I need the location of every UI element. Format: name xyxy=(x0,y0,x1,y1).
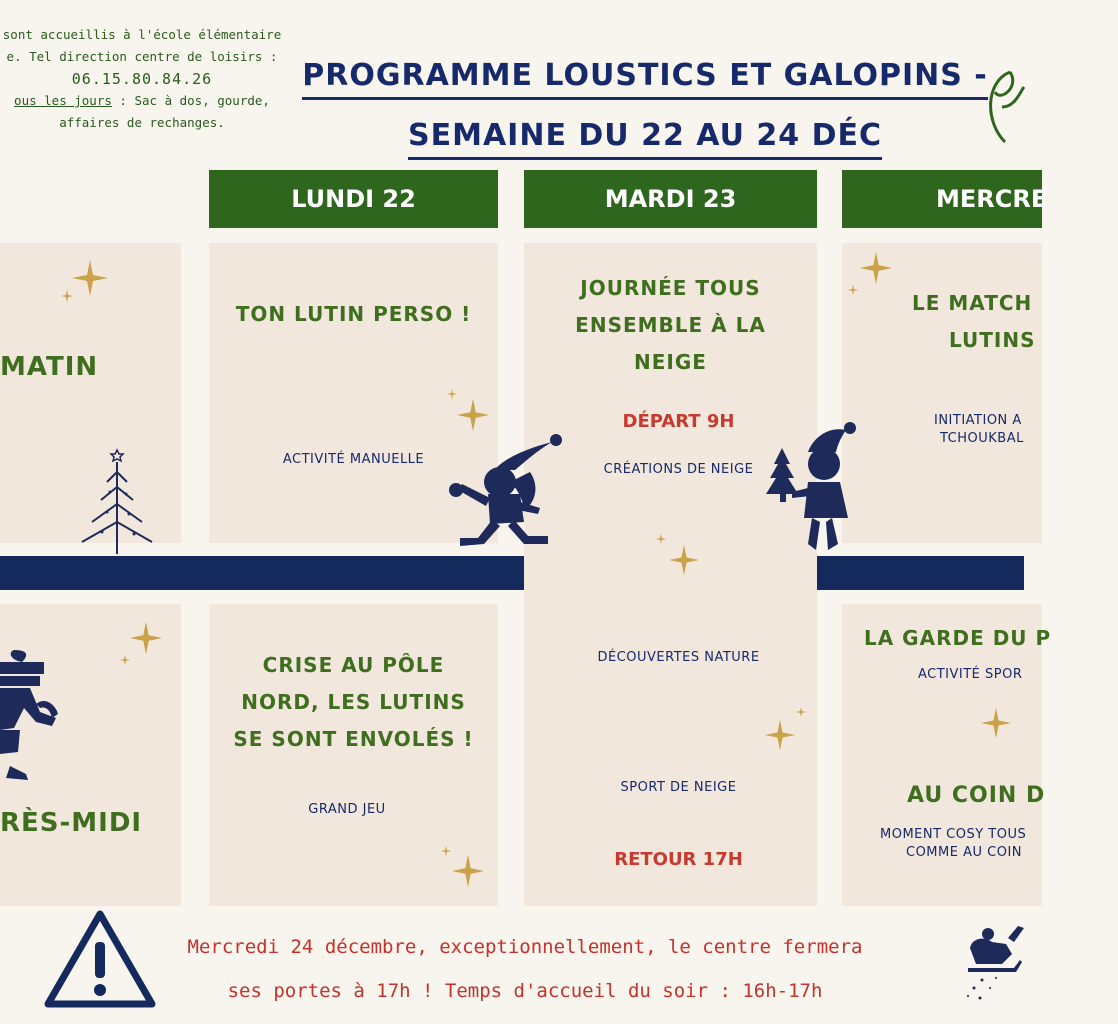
wednesday-afternoon-title-2: AU COIN D xyxy=(907,783,1046,808)
info-underlined: ous les jours xyxy=(14,93,112,108)
monday-afternoon-sub: GRAND JEU xyxy=(308,802,386,817)
sparkle-icon xyxy=(667,543,701,577)
monday-morning-sub: ACTIVITÉ MANUELLE xyxy=(282,452,425,467)
sparkle-icon xyxy=(119,654,131,666)
sparkle-icon xyxy=(979,706,1013,740)
sparkle-icon xyxy=(655,533,667,545)
day-header-wednesday: MERCRE xyxy=(842,170,1042,228)
tuesday-sub-creations: CRÉATIONS DE NEIGE xyxy=(603,462,754,477)
sparkle-icon xyxy=(128,620,164,656)
elf-running-icon xyxy=(440,432,566,558)
closing-warning xyxy=(125,925,925,1013)
monday-morning-title: TON LUTIN PERSO ! xyxy=(235,302,472,326)
sparkle-icon xyxy=(858,250,894,286)
info-phone: 06.15.80.84.26 xyxy=(71,70,213,88)
sparkle-icon xyxy=(440,845,452,857)
tuesday-title: JOURNÉE TOUS ENSEMBLE À LA NEIGE xyxy=(575,276,766,374)
elf-with-tree-icon xyxy=(768,418,860,558)
sparkle-icon xyxy=(70,258,110,298)
period-morning-label: MATIN xyxy=(0,352,99,382)
sparkle-icon xyxy=(60,289,74,303)
sparkle-icon xyxy=(795,706,807,718)
sparkle-icon xyxy=(455,397,491,433)
sparkle-icon xyxy=(847,284,859,296)
timeline-band-left xyxy=(0,556,524,590)
sleigh-icon xyxy=(962,918,1024,1004)
tuesday-sub-decouvertes: DÉCOUVERTES NATURE xyxy=(597,650,760,665)
day-header-tuesday: MARDI 23 xyxy=(524,170,817,228)
info-line-4-rest: : Sac à dos, gourde, xyxy=(111,93,270,108)
page-title-line-1: PROGRAMME LOUSTICS ET GALOPINS - xyxy=(300,58,990,93)
info-line-5: affaires de rechanges. xyxy=(59,115,225,130)
day-header-monday: LUNDI 22 xyxy=(209,170,498,228)
sparkle-icon xyxy=(450,853,486,889)
christmas-tree-icon xyxy=(74,442,160,556)
info-line-1: sont accueillis à l'école élémentaire xyxy=(2,27,282,42)
info-line-2: e. Tel direction centre de loisirs : xyxy=(6,49,278,64)
wednesday-afternoon-sub-2: MOMENT COSY TOUS COMME AU COIN xyxy=(880,827,1027,860)
gift-icon xyxy=(0,648,70,798)
timeline-band-right xyxy=(817,556,1024,590)
tuesday-retour: RETOUR 17H xyxy=(614,849,743,870)
monday-afternoon-title: CRISE AU PÔLE NORD, LES LUTINS SE SONT ENVOLÉS ! xyxy=(233,653,474,751)
wednesday-morning-title: LE MATCH LUTINS xyxy=(912,291,1036,352)
sparkle-icon xyxy=(446,388,458,400)
wednesday-afternoon-sub-1: ACTIVITÉ SPOR xyxy=(918,667,1023,682)
period-afternoon-label: RÈS-MIDI xyxy=(0,808,143,838)
info-line-4 xyxy=(0,90,292,112)
tuesday-sub-sport: SPORT DE NEIGE xyxy=(620,780,737,795)
wednesday-morning-sub: INITIATION A TCHOUKBAL xyxy=(934,413,1024,446)
sparkle-icon xyxy=(763,718,797,752)
warning-line-1: Mercredi 24 décembre, exceptionnellement, le centre fermera xyxy=(187,936,863,958)
warning-line-2: ses portes à 17h ! Temps d'accueil du soir : 16h-17h xyxy=(227,980,823,1002)
leaf-ornament-icon xyxy=(980,62,1024,152)
tuesday-depart: DÉPART 9H xyxy=(622,411,735,432)
page-title-line-2: SEMAINE DU 22 AU 24 DÉC xyxy=(300,118,990,153)
wednesday-afternoon-title-1: LA GARDE DU P xyxy=(864,626,1052,650)
info-block xyxy=(0,24,292,134)
